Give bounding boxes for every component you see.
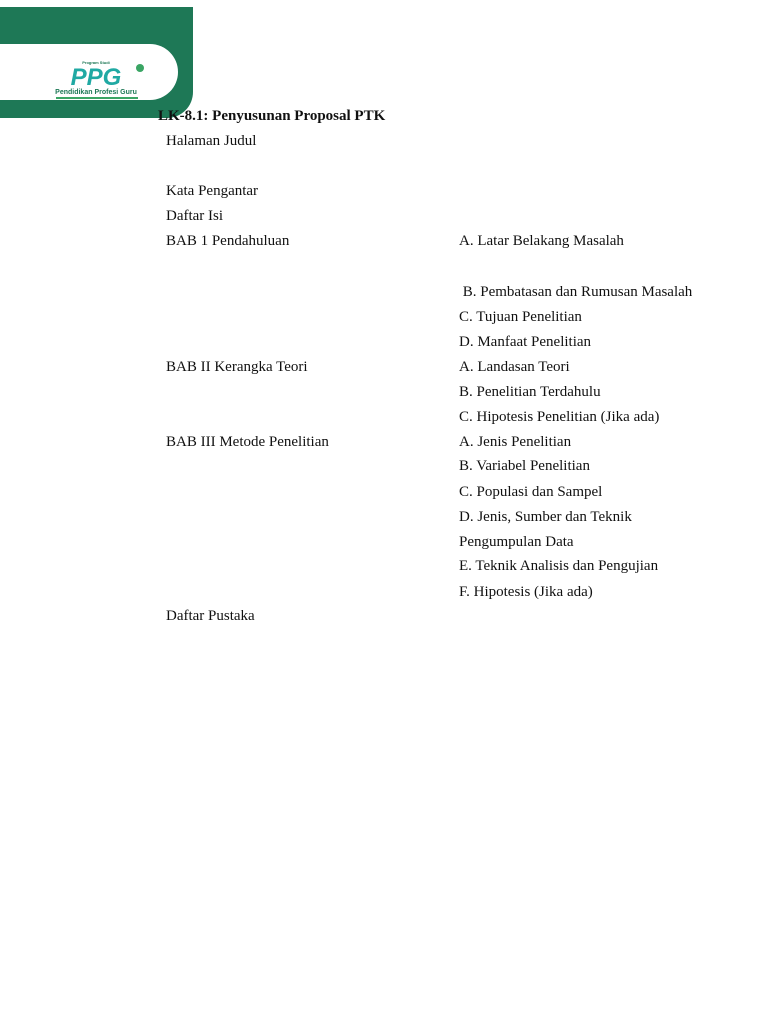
sub-item: B. Penelitian Terdahulu <box>459 384 601 400</box>
item-kata-pengantar: Kata Pengantar <box>166 183 259 199</box>
item-bab-2: BAB II Kerangka Teori <box>166 359 308 375</box>
logo-program-label: Program Studi <box>82 60 110 65</box>
sub-item: D. Jenis, Sumber dan Teknik <box>459 509 632 525</box>
item-daftar-isi: Daftar Isi <box>166 208 224 224</box>
sub-item: F. Hipotesis (Jika ada) <box>459 584 593 600</box>
document-title: LK-8.1: Penyusunan Proposal PTK <box>158 108 386 124</box>
item-bab-1: BAB 1 Pendahuluan <box>166 233 290 249</box>
ppg-logo <box>52 58 148 100</box>
sub-item: B. Pembatasan dan Rumusan Masalah <box>459 284 693 300</box>
sub-item: C. Populasi dan Sampel <box>459 484 603 500</box>
sub-item: C. Tujuan Penelitian <box>459 309 582 325</box>
logo-seal-icon <box>136 64 144 72</box>
sub-item: A. Latar Belakang Masalah <box>459 233 624 249</box>
sub-item: B. Variabel Penelitian <box>459 458 590 474</box>
item-bab-3: BAB III Metode Penelitian <box>166 434 329 450</box>
sub-item: C. Hipotesis Penelitian (Jika ada) <box>459 409 660 425</box>
sub-item: Pengumpulan Data <box>459 534 574 550</box>
sub-item: A. Jenis Penelitian <box>459 434 572 450</box>
sub-item: D. Manfaat Penelitian <box>459 334 592 350</box>
logo-brand-letters: PPG <box>70 64 122 91</box>
sub-item: A. Landasan Teori <box>459 359 570 375</box>
logo-tagline-bar <box>56 97 138 99</box>
item-daftar-pustaka: Daftar Pustaka <box>166 608 255 624</box>
logo-name: Pendidikan Profesi Guru <box>55 89 137 96</box>
item-halaman-judul: Halaman Judul <box>166 133 257 149</box>
sub-item: E. Teknik Analisis dan Pengujian <box>459 558 659 574</box>
